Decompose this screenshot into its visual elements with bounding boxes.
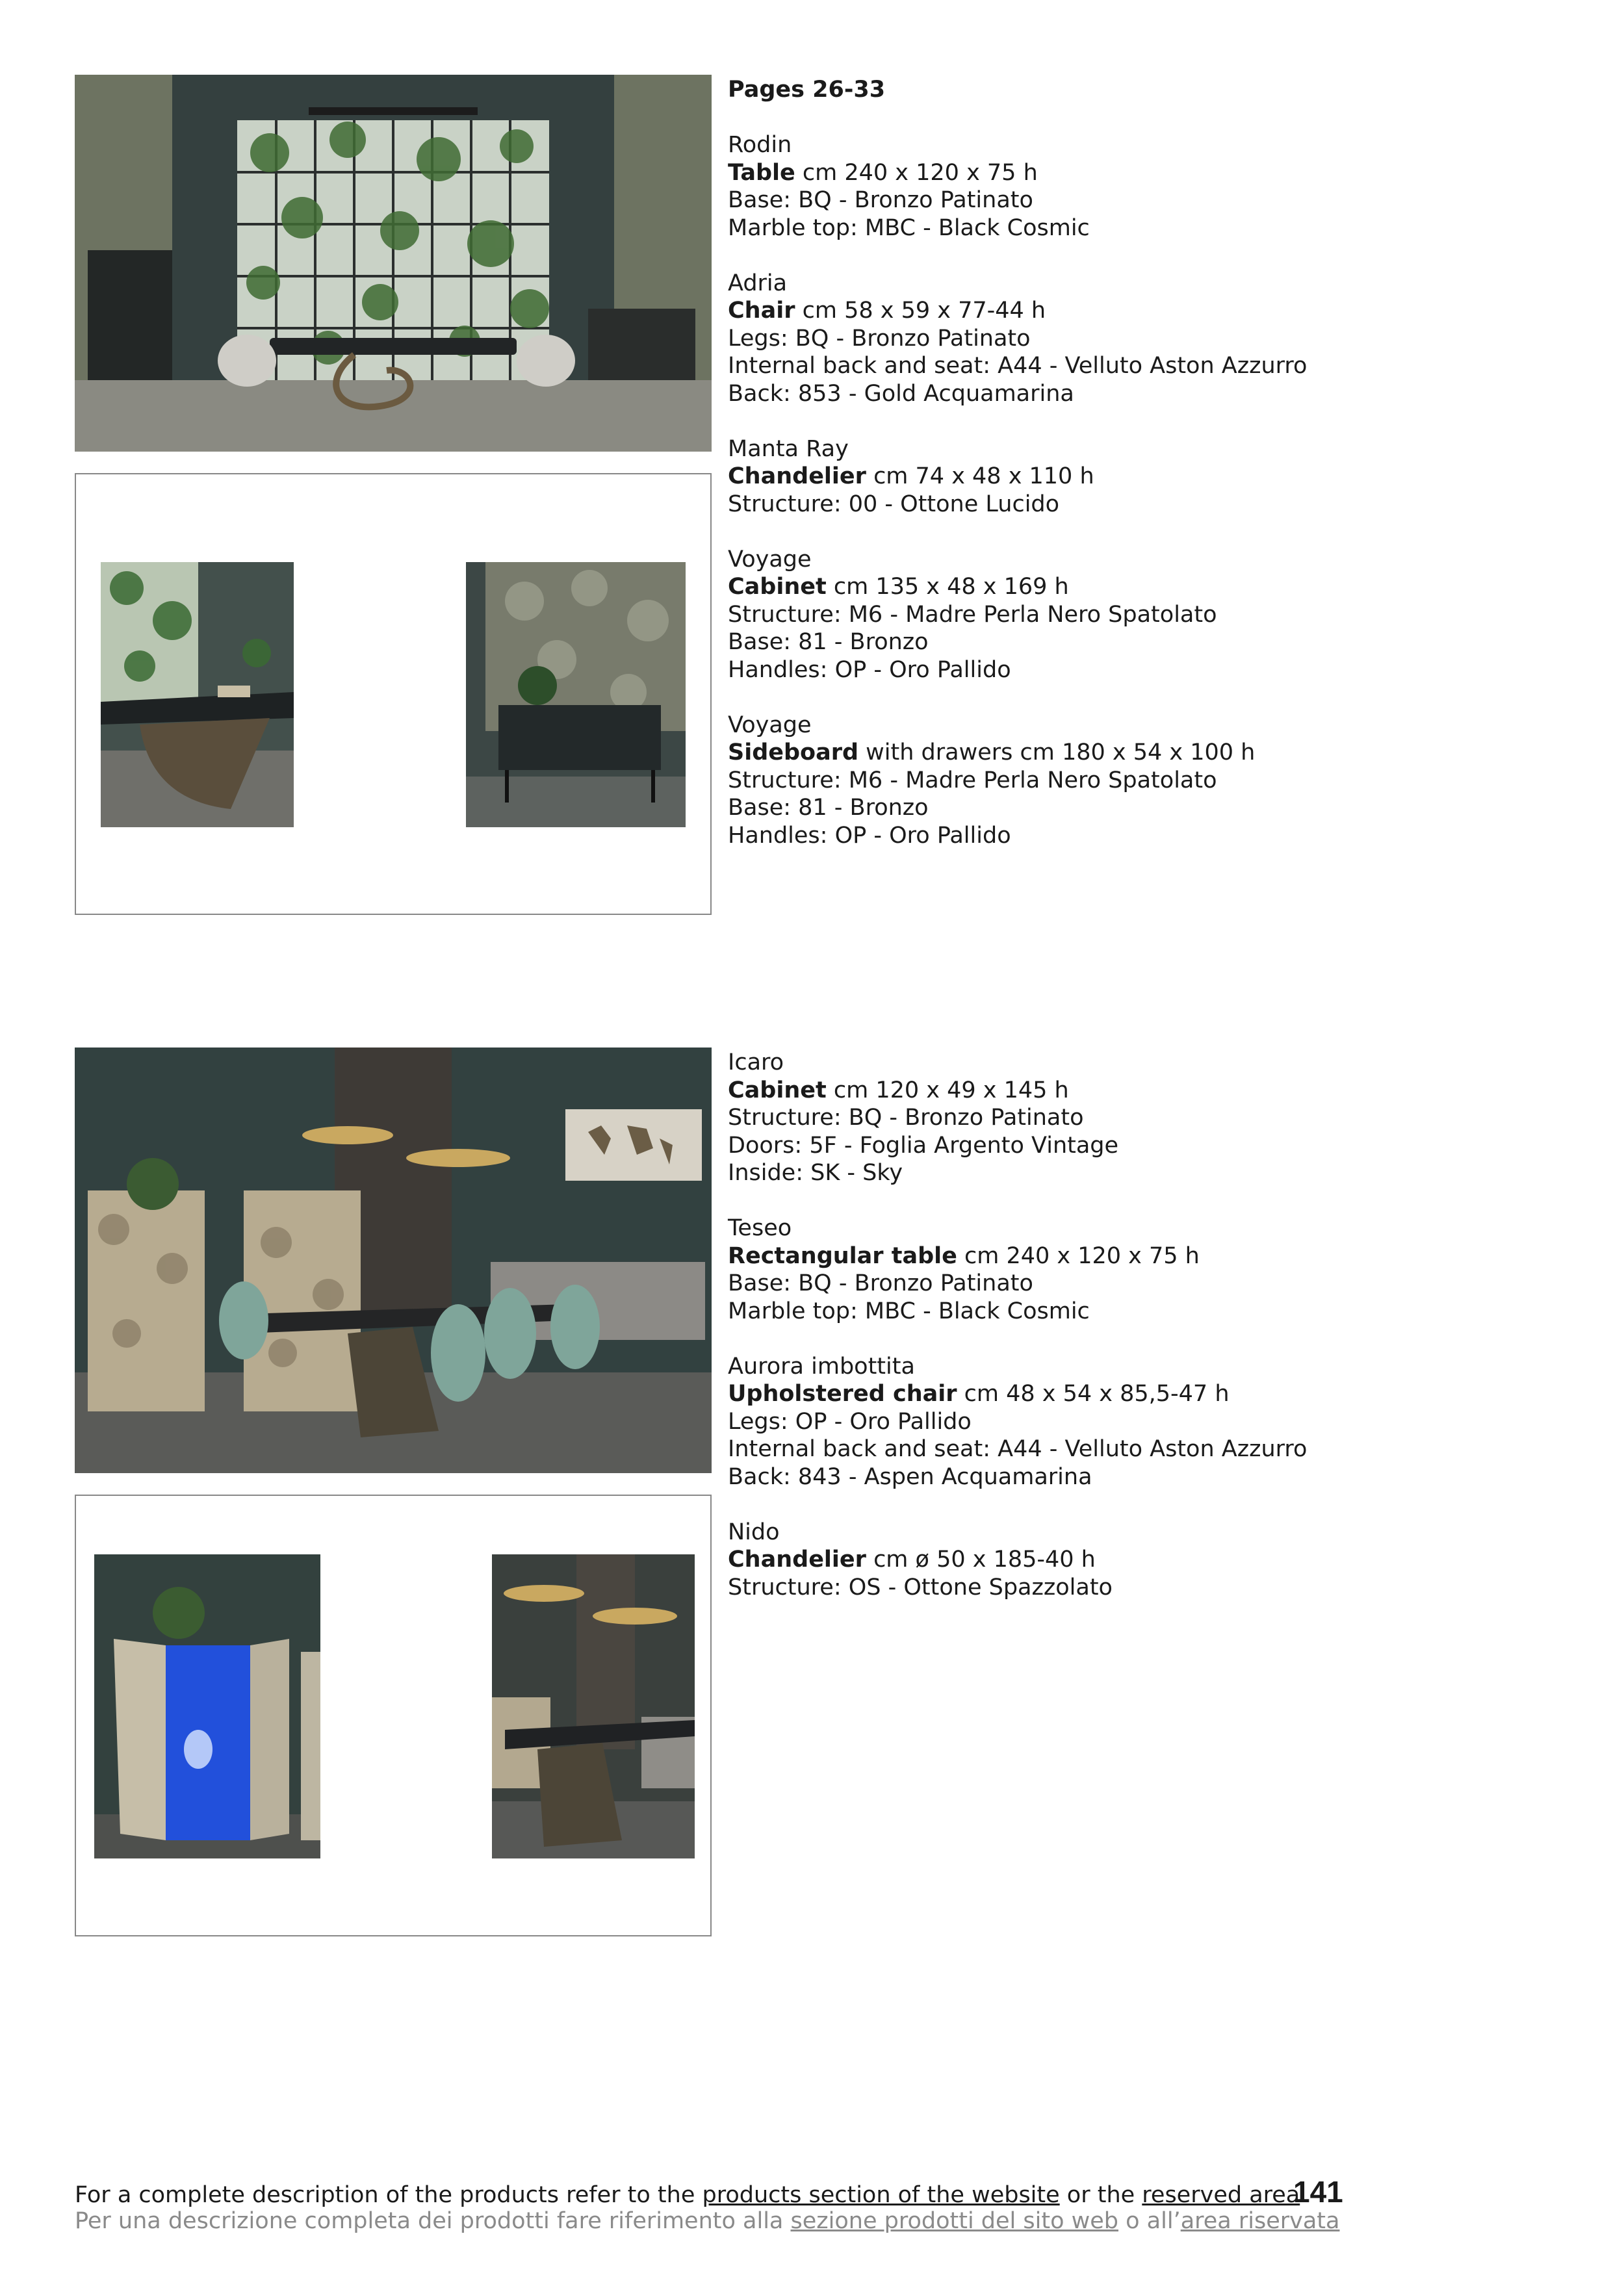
spec-line: Legs: BQ - Bronzo Patinato (728, 325, 1031, 352)
product-line (728, 463, 1508, 491)
product-item (728, 546, 1508, 684)
product-line (728, 739, 1508, 767)
detail-photo-table-chandelier (492, 1554, 695, 1858)
product-item (728, 1215, 1508, 1325)
product-type: Cabinet (728, 1077, 827, 1103)
product-specs-section-2 (728, 1049, 1508, 1629)
footer-it-text: o all’ (1118, 2208, 1181, 2234)
product-item (728, 1353, 1508, 1491)
sezione-prodotti-link[interactable]: sezione prodotti del sito web (790, 2208, 1119, 2234)
spec-line: Back: 843 - Aspen Acquamarina (728, 1463, 1092, 1490)
product-type: Chair (728, 298, 795, 324)
product-type: Chandelier (728, 463, 866, 489)
product-dimensions: cm 48 x 54 x 85,5-47 h (957, 1381, 1230, 1407)
product-type: Sideboard (728, 739, 859, 765)
detail-photos-frame-2 (75, 1495, 712, 1936)
collection-name: Manta Ray (728, 435, 849, 462)
dining-room-photo-rodin (75, 75, 712, 452)
footer-it-text: Per una descrizione completa dei prodotti fare riferimento alla (75, 2208, 791, 2234)
product-line (728, 297, 1508, 325)
product-dimensions: cm 240 x 120 x 75 h (957, 1242, 1200, 1269)
collection-name: Adria (728, 270, 788, 296)
product-item (728, 1049, 1508, 1187)
spec-line: Inside: SK - Sky (728, 1160, 903, 1186)
footer-english (75, 2182, 1339, 2208)
spec-line: Base: 81 - Bronzo (728, 629, 929, 655)
collection-name: Rodin (728, 132, 792, 158)
collection-name: Voyage (728, 546, 812, 572)
product-line (728, 1380, 1508, 1408)
spec-line: Structure: M6 - Madre Perla Nero Spatolato (728, 767, 1217, 793)
product-item (728, 1519, 1508, 1602)
reserved-area-link[interactable]: reserved area (1142, 2182, 1300, 2208)
products-section-link[interactable]: products section of the website (702, 2182, 1060, 2208)
product-type: Cabinet (728, 574, 827, 600)
product-line (728, 159, 1508, 187)
collection-name: Teseo (728, 1215, 792, 1241)
spec-line: Handles: OP - Oro Pallido (728, 822, 1011, 849)
collection-name: Aurora imbottita (728, 1353, 915, 1380)
footer-en-text: or the (1059, 2182, 1142, 2208)
spec-line: Doors: 5F - Foglia Argento Vintage (728, 1132, 1119, 1159)
product-type: Chandelier (728, 1547, 866, 1573)
collection-name: Nido (728, 1519, 780, 1545)
product-item (728, 270, 1508, 408)
footer-italian (75, 2208, 1339, 2234)
detail-photos-frame-1 (75, 473, 712, 915)
spec-line: Internal back and seat: A44 - Velluto Aston Azzurro (728, 353, 1308, 379)
product-dimensions: cm 74 x 48 x 110 h (866, 463, 1094, 489)
detail-photo-table (101, 562, 294, 827)
spec-line: Structure: M6 - Madre Perla Nero Spatolato (728, 601, 1217, 628)
spec-line: Back: 853 - Gold Acquamarina (728, 380, 1074, 407)
product-dimensions: cm ø 50 x 185-40 h (866, 1547, 1096, 1573)
area-riservata-link[interactable]: area riservata (1180, 2208, 1340, 2234)
product-line (728, 1546, 1508, 1574)
product-item (728, 131, 1508, 242)
product-dimensions: cm 120 x 49 x 145 h (826, 1077, 1069, 1103)
detail-photo-sideboard (466, 562, 686, 827)
spec-line: Handles: OP - Oro Pallido (728, 656, 1011, 683)
spec-line: Base: 81 - Bronzo (728, 795, 929, 821)
spec-line: Base: BQ - Bronzo Patinato (728, 187, 1033, 213)
spec-list (728, 1049, 1508, 1601)
product-dimensions: cm 240 x 120 x 75 h (795, 159, 1038, 186)
dining-room-photo-icaro (75, 1048, 712, 1473)
product-item (728, 712, 1508, 850)
spec-line: Marble top: MBC - Black Cosmic (728, 214, 1090, 241)
product-line (728, 573, 1508, 601)
product-specs-section-1 (728, 76, 1508, 877)
product-dimensions: cm 58 x 59 x 77-44 h (795, 298, 1046, 324)
spec-line: Marble top: MBC - Black Cosmic (728, 1298, 1090, 1324)
product-dimensions: with drawers cm 180 x 54 x 100 h (858, 739, 1256, 765)
product-type: Rectangular table (728, 1242, 957, 1269)
footer-note (75, 2182, 1339, 2234)
collection-name: Voyage (728, 712, 812, 738)
product-line (728, 1242, 1508, 1270)
collection-name: Icaro (728, 1049, 784, 1075)
footer-en-text: For a complete description of the products refer to the (75, 2182, 702, 2208)
spec-list (728, 131, 1508, 849)
spec-line: Structure: 00 - Ottone Lucido (728, 491, 1060, 517)
product-type: Upholstered chair (728, 1381, 957, 1407)
product-line (728, 1077, 1508, 1105)
product-type: Table (728, 159, 795, 186)
detail-photo-cabinet (94, 1554, 320, 1858)
spec-line: Structure: OS - Ottone Spazzolato (728, 1574, 1113, 1600)
product-item (728, 435, 1508, 519)
pages-label: Pages 26-33 (728, 77, 886, 103)
spec-line: Legs: OP - Oro Pallido (728, 1408, 972, 1435)
product-dimensions: cm 135 x 48 x 169 h (826, 574, 1069, 600)
page-number: 141 (1293, 2175, 1343, 2209)
spec-line: Internal back and seat: A44 - Velluto Aston Azzurro (728, 1436, 1308, 1462)
spec-line: Base: BQ - Bronzo Patinato (728, 1270, 1033, 1296)
spec-line: Structure: BQ - Bronzo Patinato (728, 1105, 1084, 1131)
